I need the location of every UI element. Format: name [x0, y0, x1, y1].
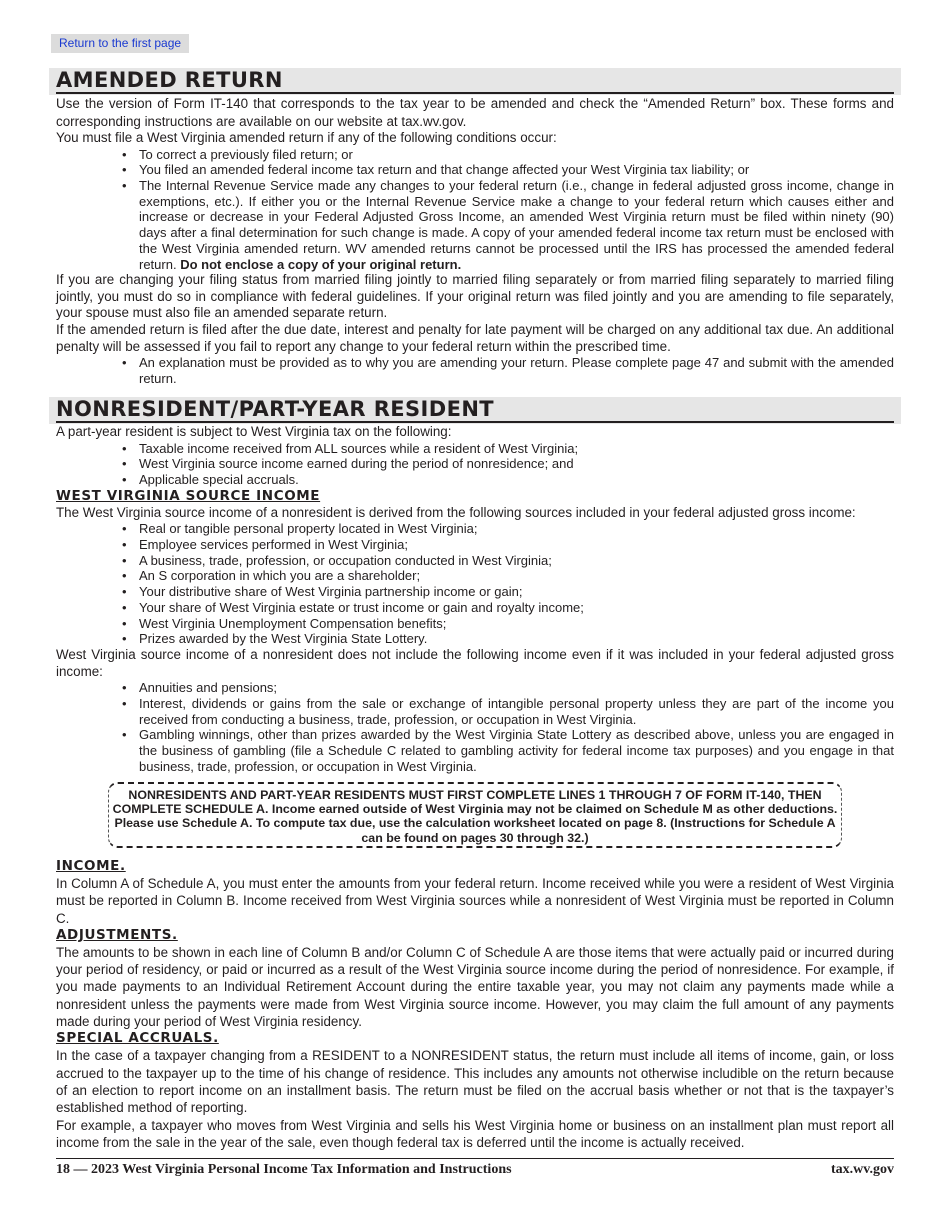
- source-income-intro: The West Virginia source income of a nonresident is derived from the following sources included in your federal adjusted gross income:: [56, 504, 856, 520]
- list-item: • West Virginia Unemployment Compensation benefits;: [56, 616, 894, 632]
- list-item: • Your distributive share of West Virginia partnership income or gain;: [56, 584, 894, 600]
- list-item: • Real or tangible personal property located in West Virginia;: [56, 521, 894, 537]
- return-to-first-page-link[interactable]: Return to the first page: [51, 34, 189, 53]
- amended-conditions-list: [56, 147, 894, 273]
- list-item: • Employee services performed in West Virginia;: [56, 537, 894, 553]
- list-item: • West Virginia source income earned during the period of nonresidence; and: [56, 456, 894, 472]
- part-year-intro: A part-year resident is subject to West Virginia tax on the following:: [56, 424, 452, 439]
- list-item: • A business, trade, profession, or occupation conducted in West Virginia;: [56, 553, 894, 569]
- list-item: • Prizes awarded by the West Virginia State Lottery.: [56, 631, 894, 647]
- list-item: • Interest, dividends or gains from the sale or exchange of intangible personal property unless they are part of the income you received from conducting a business, trade, profession, or occupation in West Virginia.: [56, 696, 894, 727]
- amended-intro: Use the version of Form IT-140 that corresponds to the tax year to be amended and check the “Amended Return” box. These forms and corresponding instructions are available on our website at tax.wv.gov.: [56, 96, 894, 129]
- filing-status-paragraph: If you are changing your filing status from married filing jointly to married filing separately or from married filing separately to married filing jointly, you must do so in compliance with federal guidelines. If your original return was filed jointly and you are amending to file separately, your spouse must also file an amended separate return.: [56, 272, 894, 321]
- list-item: • You filed an amended federal income tax return and that change affected your West Virginia tax liability; or: [56, 162, 894, 178]
- list-item: [56, 178, 894, 272]
- late-filing-paragraph: If the amended return is filed after the due date, interest and penalty for late payment will be charged on any additional tax due. An additional penalty will be assessed if you fail to report any change to your federal return within the prescribed time.: [56, 322, 894, 354]
- exclusion-intro: West Virginia source income of a nonresident does not include the following income even if it was included in your federal adjusted gross income:: [56, 646, 894, 679]
- list-item: • Applicable special accruals.: [56, 472, 894, 488]
- schedule-a-sections: [56, 858, 894, 1151]
- source-list: [56, 521, 894, 647]
- schedule-a-notice: NONRESIDENTS AND PART-YEAR RESIDENTS MUST FIRST COMPLETE LINES 1 THROUGH 7 OF FORM IT-140, THEN COMPLETE SCHEDULE A. Income earned outside of West Virginia may not be claimed on Schedule M as other deductions. Please use Schedule A. To compute tax due, use the calculation worksheet located on page 8. (Instructions for Schedule A can be found on pages 30 through 32.): [108, 782, 842, 848]
- list-item: • Gambling winnings, other than prizes awarded by the West Virginia State Lottery as described above, unless you are engaged in the business of gambling (file a Schedule C related to gambling activity for federal income tax purposes) and you engage in that business, trade, profession, or occupation in West Virginia.: [56, 727, 894, 774]
- amended-return-title: AMENDED RETURN: [56, 69, 894, 94]
- nonresident-title: NONRESIDENT/PART-YEAR RESIDENT: [56, 398, 894, 423]
- adjustments-heading: ADJUSTMENTS.: [56, 926, 178, 943]
- special-accruals-heading: SPECIAL ACCRUALS.: [56, 1030, 219, 1047]
- explanation-list: [56, 355, 894, 386]
- list-item: • Annuities and pensions;: [56, 680, 894, 696]
- page-footer: [56, 1158, 894, 1178]
- list-item: • An S corporation in which you are a shareholder;: [56, 568, 894, 584]
- list-item: • To correct a previously filed return; or: [56, 147, 894, 163]
- amended-return-header: [49, 68, 901, 95]
- list-item: • Taxable income received from ALL sources while a resident of West Virginia;: [56, 441, 894, 457]
- list-item-bold-note: Do not enclose a copy of your original return.: [180, 256, 462, 272]
- list-item: • An explanation must be provided as to why you are amending your return. Please complete page 47 and submit with the amended return.: [56, 355, 894, 386]
- income-text: In Column A of Schedule A, you must enter the amounts from your federal return. Income received while you were a resident of West Virginia must be reported in Column B. Income received from West Virginia sources while a nonresident of West Virginia must be reported in Column C.: [56, 876, 894, 926]
- amended-conditions-intro: You must file a West Virginia amended return if any of the following conditions occur:: [56, 130, 557, 145]
- nonresident-header: [49, 397, 901, 424]
- adjustments-text: The amounts to be shown in each line of Column B and/or Column C of Schedule A are those items that were actually paid or incurred during your period of residency, or paid or incurred as a result of the West Virginia source income during the period of nonresidence. For example, if you made payments to an Individual Retirement Account during the entire taxable year, you may not claim any payments made while a nonresident unless the payments were made from West Virginia source income. However, you may claim the full amount of any payments made during your period of West Virginia residency.: [56, 944, 894, 1030]
- amended-return-body: [56, 95, 894, 387]
- footer-title: 18 — 2023 West Virginia Personal Income Tax Information and Instructions: [56, 1162, 512, 1177]
- subject-list: [56, 441, 894, 488]
- footer-website: tax.wv.gov: [831, 1162, 894, 1177]
- installment-example-text: For example, a taxpayer who moves from West Virginia and sells his West Virginia home or business on an installment plan must report all income from the sale in the year of the sale, even though federal tax is deferred until the income is actually received.: [56, 1117, 894, 1150]
- income-heading: INCOME.: [56, 858, 126, 874]
- source-income-heading: WEST VIRGINIA SOURCE INCOME: [56, 487, 321, 504]
- list-item: • Your share of West Virginia estate or trust income or gain and royalty income;: [56, 600, 894, 616]
- nonresident-body: [56, 424, 894, 774]
- special-accruals-text: In the case of a taxpayer changing from a RESIDENT to a NONRESIDENT status, the return must include all items of income, gain, or loss accrued to the taxpayer up to the time of his change of residence. This includes any amounts not otherwise includible on the return because of an election to report income on an installment basis. The return must be filed on the accrual basis whether or not that is the taxpayer’s established method of reporting.: [56, 1048, 894, 1116]
- exclusion-list: [56, 680, 894, 774]
- list-item-text: The Internal Revenue Service made any changes to your federal return (i.e., change in federal adjusted gross income, change in exemptions, etc.). If either you or the Internal Revenue Service make a change to your federal return which causes either and increase or decrease in your Federal Adjusted Gross Income, an amended West Virginia return must be filed within ninety (90) days after a final determination for such change is made. A copy of your amended federal income tax return must be enclosed with the West Virginia amended return. WV amended returns cannot be processed until the IRS has processed the amended federal return.: [139, 178, 894, 272]
